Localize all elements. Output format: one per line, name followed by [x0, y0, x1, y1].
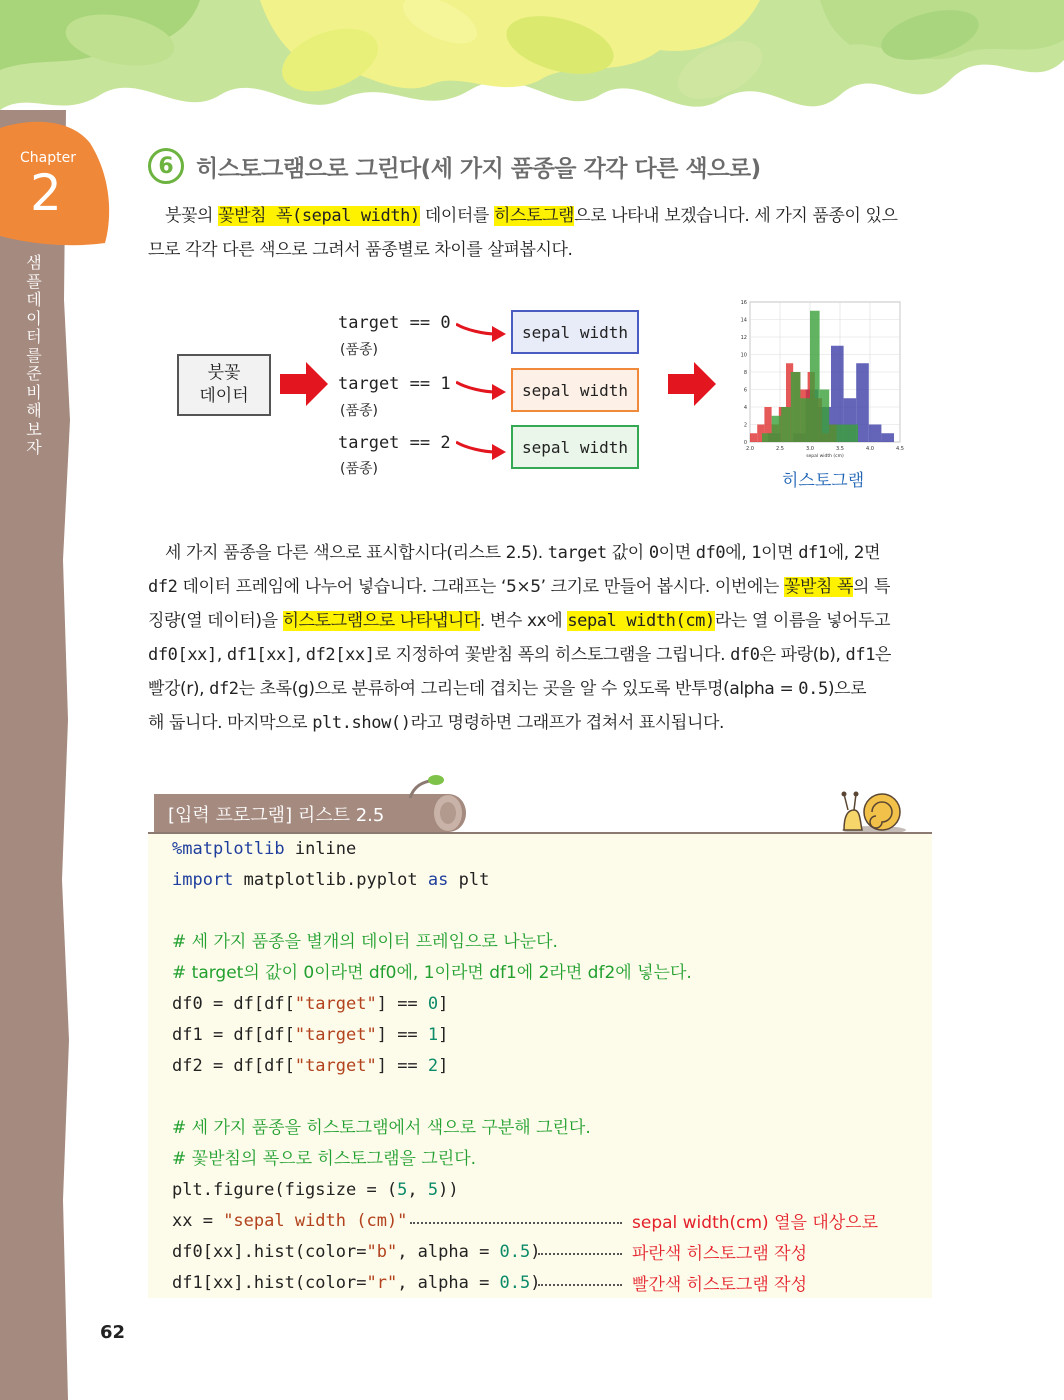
histogram-bar — [848, 425, 858, 443]
body-code: plt.show() — [312, 713, 411, 733]
intro-text: 으로 나타내 보겠습니다. 세 가지 품종이 있으 — [574, 206, 898, 226]
histogram-chart — [732, 296, 908, 464]
y-tick-label: 8 — [743, 370, 747, 376]
body-code: df2[xx] — [305, 645, 375, 665]
sepal-width-box-2: sepal width — [511, 425, 639, 469]
intro-line-2: 므로 각각 다른 색으로 그려서 품종별로 차이를 살펴봅시다. — [148, 240, 573, 260]
condition-2: target == 2 — [338, 433, 451, 453]
x-tick-label: 4.0 — [866, 446, 874, 452]
code-line — [172, 1268, 541, 1299]
code-text: ] — [438, 994, 449, 1014]
body-line-4 — [148, 638, 936, 672]
histogram-bar — [750, 433, 757, 442]
body-text: 이면 — [761, 543, 799, 563]
body-code: df1 — [798, 543, 828, 563]
body-code: 1 — [751, 543, 762, 563]
x-tick-label: 3.5 — [836, 446, 844, 452]
code-text: xx = — [172, 1211, 224, 1231]
condition-0-sub: (품종) — [340, 342, 378, 358]
histogram-bar — [762, 433, 772, 442]
code-number: 0.5 — [499, 1242, 531, 1262]
big-arrow-icon — [280, 362, 328, 406]
leader-dots — [410, 1222, 622, 1224]
sepal-width-box-1: sepal width — [511, 368, 639, 412]
body-code: df2 — [209, 679, 239, 699]
body-code: 0 — [648, 543, 659, 563]
code-string: "b" — [366, 1242, 398, 1262]
code-line — [172, 1113, 591, 1144]
code-text: df2 = df[df[ — [172, 1056, 295, 1076]
body-line-1 — [148, 536, 936, 570]
code-text: ] — [438, 1056, 449, 1076]
highlight-sepal-width: 꽃받침 폭(sepal width) — [218, 206, 420, 226]
x-axis-label: sepal width (cm) — [806, 454, 844, 459]
listing-label: [입력 프로그램] 리스트 2.5 — [168, 805, 385, 826]
code-text: )) — [438, 1180, 459, 1200]
code-text: ] == — [376, 1025, 428, 1045]
body-paragraph — [148, 536, 936, 740]
code-line — [172, 865, 489, 896]
code-text: , alpha = — [397, 1242, 500, 1262]
code-text: ] == — [376, 994, 428, 1014]
annotation-note: sepal width(cm) 열을 대상으로 — [632, 1213, 879, 1233]
y-tick-label: 0 — [743, 440, 747, 446]
x-tick-label: 3.0 — [806, 446, 814, 452]
code-text: df1[xx].hist(color= — [172, 1273, 367, 1293]
code-number: 0 — [427, 994, 439, 1014]
source-box-line: 데이터 — [199, 386, 249, 406]
body-text: 은 파랑(b), — [759, 645, 846, 665]
big-arrow-icon — [668, 362, 716, 406]
highlight-text: 꽃받침 폭 — [783, 577, 854, 597]
body-text: 이면 — [658, 543, 696, 563]
y-tick-label: 12 — [740, 335, 747, 341]
histogram-bar — [881, 433, 894, 442]
histogram-bar — [800, 398, 810, 442]
page-number: 62 — [100, 1322, 126, 1343]
code-text: , alpha = — [397, 1273, 500, 1293]
body-code: df2 — [148, 577, 178, 597]
code-line — [172, 989, 448, 1020]
body-text: 의 특 — [853, 577, 891, 597]
leader-dots — [538, 1284, 622, 1286]
body-text: 는 초록(g)으로 분류하여 그리는데 겹치는 곳을 알 수 있도록 반투명(alpha = — [238, 679, 799, 699]
body-line-2 — [148, 570, 936, 604]
body-text: , — [295, 645, 306, 665]
sepal-width-box-0: sepal width — [511, 310, 639, 354]
code-string: "target" — [294, 1056, 377, 1076]
code-line — [172, 1175, 459, 1206]
code-listing — [148, 832, 932, 1298]
body-text: 해 둡니다. 마지막으로 — [148, 713, 313, 733]
source-box-line: 붓꽃 — [207, 363, 241, 383]
code-string: "sepal width (cm)" — [223, 1211, 408, 1231]
code-line — [172, 1237, 541, 1268]
code-number: 5 — [397, 1180, 408, 1200]
annotation-note: 파란색 히스토그램 작성 — [632, 1244, 808, 1264]
code-comment: # 세 가지 품종을 별개의 데이터 프레임으로 나눈다. — [172, 932, 558, 952]
condition-1-sub: (품종) — [340, 403, 378, 419]
histogram-bar — [781, 407, 791, 442]
y-tick-label: 16 — [740, 300, 747, 306]
chapter-word: Chapter — [20, 150, 76, 166]
highlight-text: 히스토그램으로 나타냅니다 — [282, 611, 480, 631]
chapter-number: 2 — [30, 164, 62, 222]
source-box — [177, 354, 271, 416]
code-comment: # 세 가지 품종을 히스토그램에서 색으로 구분해 그린다. — [172, 1118, 591, 1138]
section-heading — [148, 143, 761, 189]
condition-0: target == 0 — [338, 313, 451, 333]
histogram-bar — [856, 363, 869, 442]
y-tick-label: 4 — [743, 405, 747, 411]
x-tick-label: 2.0 — [746, 446, 754, 452]
condition-2-sub: (품종) — [340, 461, 378, 477]
intro-paragraph — [148, 199, 936, 267]
body-text: , — [216, 645, 227, 665]
body-code: df1 — [845, 645, 876, 665]
body-code: 0.5 — [798, 679, 828, 699]
body-line-3 — [148, 604, 936, 638]
code-text: matplotlib.pyplot — [233, 870, 428, 890]
histogram-bar — [839, 425, 849, 443]
code-line — [172, 958, 692, 989]
code-text: plt — [448, 870, 490, 890]
body-text: 라는 열 이름을 넣어두고 — [714, 611, 891, 631]
code-keyword: %matplotlib — [172, 839, 285, 859]
y-tick-label: 14 — [740, 317, 747, 324]
y-tick-label: 2 — [743, 422, 747, 429]
body-code: df0 — [695, 543, 726, 563]
leader-dots — [538, 1253, 622, 1255]
body-code: df1[xx] — [226, 645, 296, 665]
code-text: df0[xx].hist(color= — [172, 1242, 367, 1262]
code-string: "target" — [294, 1025, 377, 1045]
body-line-6 — [148, 706, 936, 740]
intro-text: 데이터를 — [419, 206, 494, 226]
code-line — [172, 1206, 407, 1237]
histogram-bar — [810, 311, 820, 442]
y-tick-label: 6 — [743, 387, 747, 394]
body-text: )으로 — [827, 679, 867, 699]
highlight-code: sepal width(cm) — [567, 611, 715, 631]
sprout-icon — [406, 772, 446, 798]
code-keyword: import — [172, 870, 234, 890]
code-line — [172, 1020, 448, 1051]
code-number: 0.5 — [499, 1273, 531, 1293]
body-line-5 — [148, 672, 936, 706]
body-text: 데이터 프레임에 나누어 넣습니다. 그래프는 ‘5×5’ 크기로 만들어 봅시다. 이번에는 — [177, 577, 784, 597]
code-string: "r" — [366, 1273, 398, 1293]
x-tick-label: 2.5 — [776, 446, 784, 452]
body-text: 에, — [725, 543, 752, 563]
code-text: ] — [438, 1025, 449, 1045]
histogram-label: 히스토그램 — [782, 471, 865, 491]
code-comment: # target의 값이 0이라면 df0에, 1이라면 df1에 2라면 df2에 넣는다. — [172, 963, 692, 983]
vertical-chapter-title: 샘플 데이터를 준비해 보자 — [26, 253, 42, 457]
arrow-icon — [456, 440, 506, 464]
body-code: df0[xx] — [148, 645, 217, 665]
code-string: "target" — [294, 994, 377, 1014]
code-text: inline — [284, 839, 357, 859]
histogram-bar — [791, 372, 801, 442]
body-text: 로 지정하여 꽃받침 폭의 히스토그램을 그립니다. — [374, 645, 731, 665]
arrow-icon — [456, 380, 506, 404]
code-comment: # 꽃받침의 폭으로 히스토그램을 그린다. — [172, 1149, 477, 1169]
leaves-decoration — [0, 0, 1064, 140]
x-tick-label: 4.5 — [896, 446, 904, 452]
body-text: . 변수 xx에 — [479, 611, 568, 631]
body-text: 에, 2면 — [827, 543, 881, 563]
histogram-bar — [820, 390, 830, 443]
body-code: target — [547, 543, 607, 563]
section-number: 6 — [148, 148, 184, 184]
y-tick-label: 10 — [740, 352, 747, 359]
annotation-note: 빨간색 히스토그램 작성 — [632, 1275, 808, 1295]
histogram-bar — [829, 425, 839, 443]
body-code: df0 — [730, 645, 760, 665]
highlight-histogram: 히스토그램 — [493, 206, 575, 226]
code-number: 1 — [427, 1025, 439, 1045]
code-text: ] == — [376, 1056, 428, 1076]
arrow-icon — [456, 322, 506, 346]
body-text: 은 — [875, 645, 892, 665]
histogram-bar — [869, 425, 882, 443]
body-text: 빨강(r), — [148, 679, 210, 699]
body-text: 세 가지 품종을 다른 색으로 표시합시다(리스트 2.5). — [165, 543, 548, 563]
code-line — [172, 1051, 448, 1082]
histogram-bar — [772, 416, 782, 442]
code-number: 5 — [427, 1180, 439, 1200]
body-text: 징량(열 데이터)을 — [148, 611, 283, 631]
code-text: ) — [530, 1273, 541, 1293]
code-number: 2 — [427, 1056, 439, 1076]
code-text: ) — [530, 1242, 541, 1262]
body-text: 값이 — [606, 543, 649, 563]
snail-icon — [838, 786, 908, 834]
body-text: 라고 명령하면 그래프가 겹쳐서 표시됩니다. — [410, 713, 724, 733]
code-line — [172, 927, 558, 958]
condition-1: target == 1 — [338, 374, 451, 394]
code-line — [172, 834, 356, 865]
code-keyword: as — [427, 870, 449, 890]
intro-text: 붓꽃의 — [165, 206, 219, 226]
section-title: 히스토그램으로 그린다(세 가지 품종을 각각 다른 색으로) — [196, 155, 761, 182]
code-text: , — [407, 1180, 428, 1200]
code-text: plt.figure(figsize = ( — [172, 1180, 398, 1200]
code-text: df1 = df[df[ — [172, 1025, 295, 1045]
code-text: df0 = df[df[ — [172, 994, 295, 1014]
code-line — [172, 1144, 476, 1175]
